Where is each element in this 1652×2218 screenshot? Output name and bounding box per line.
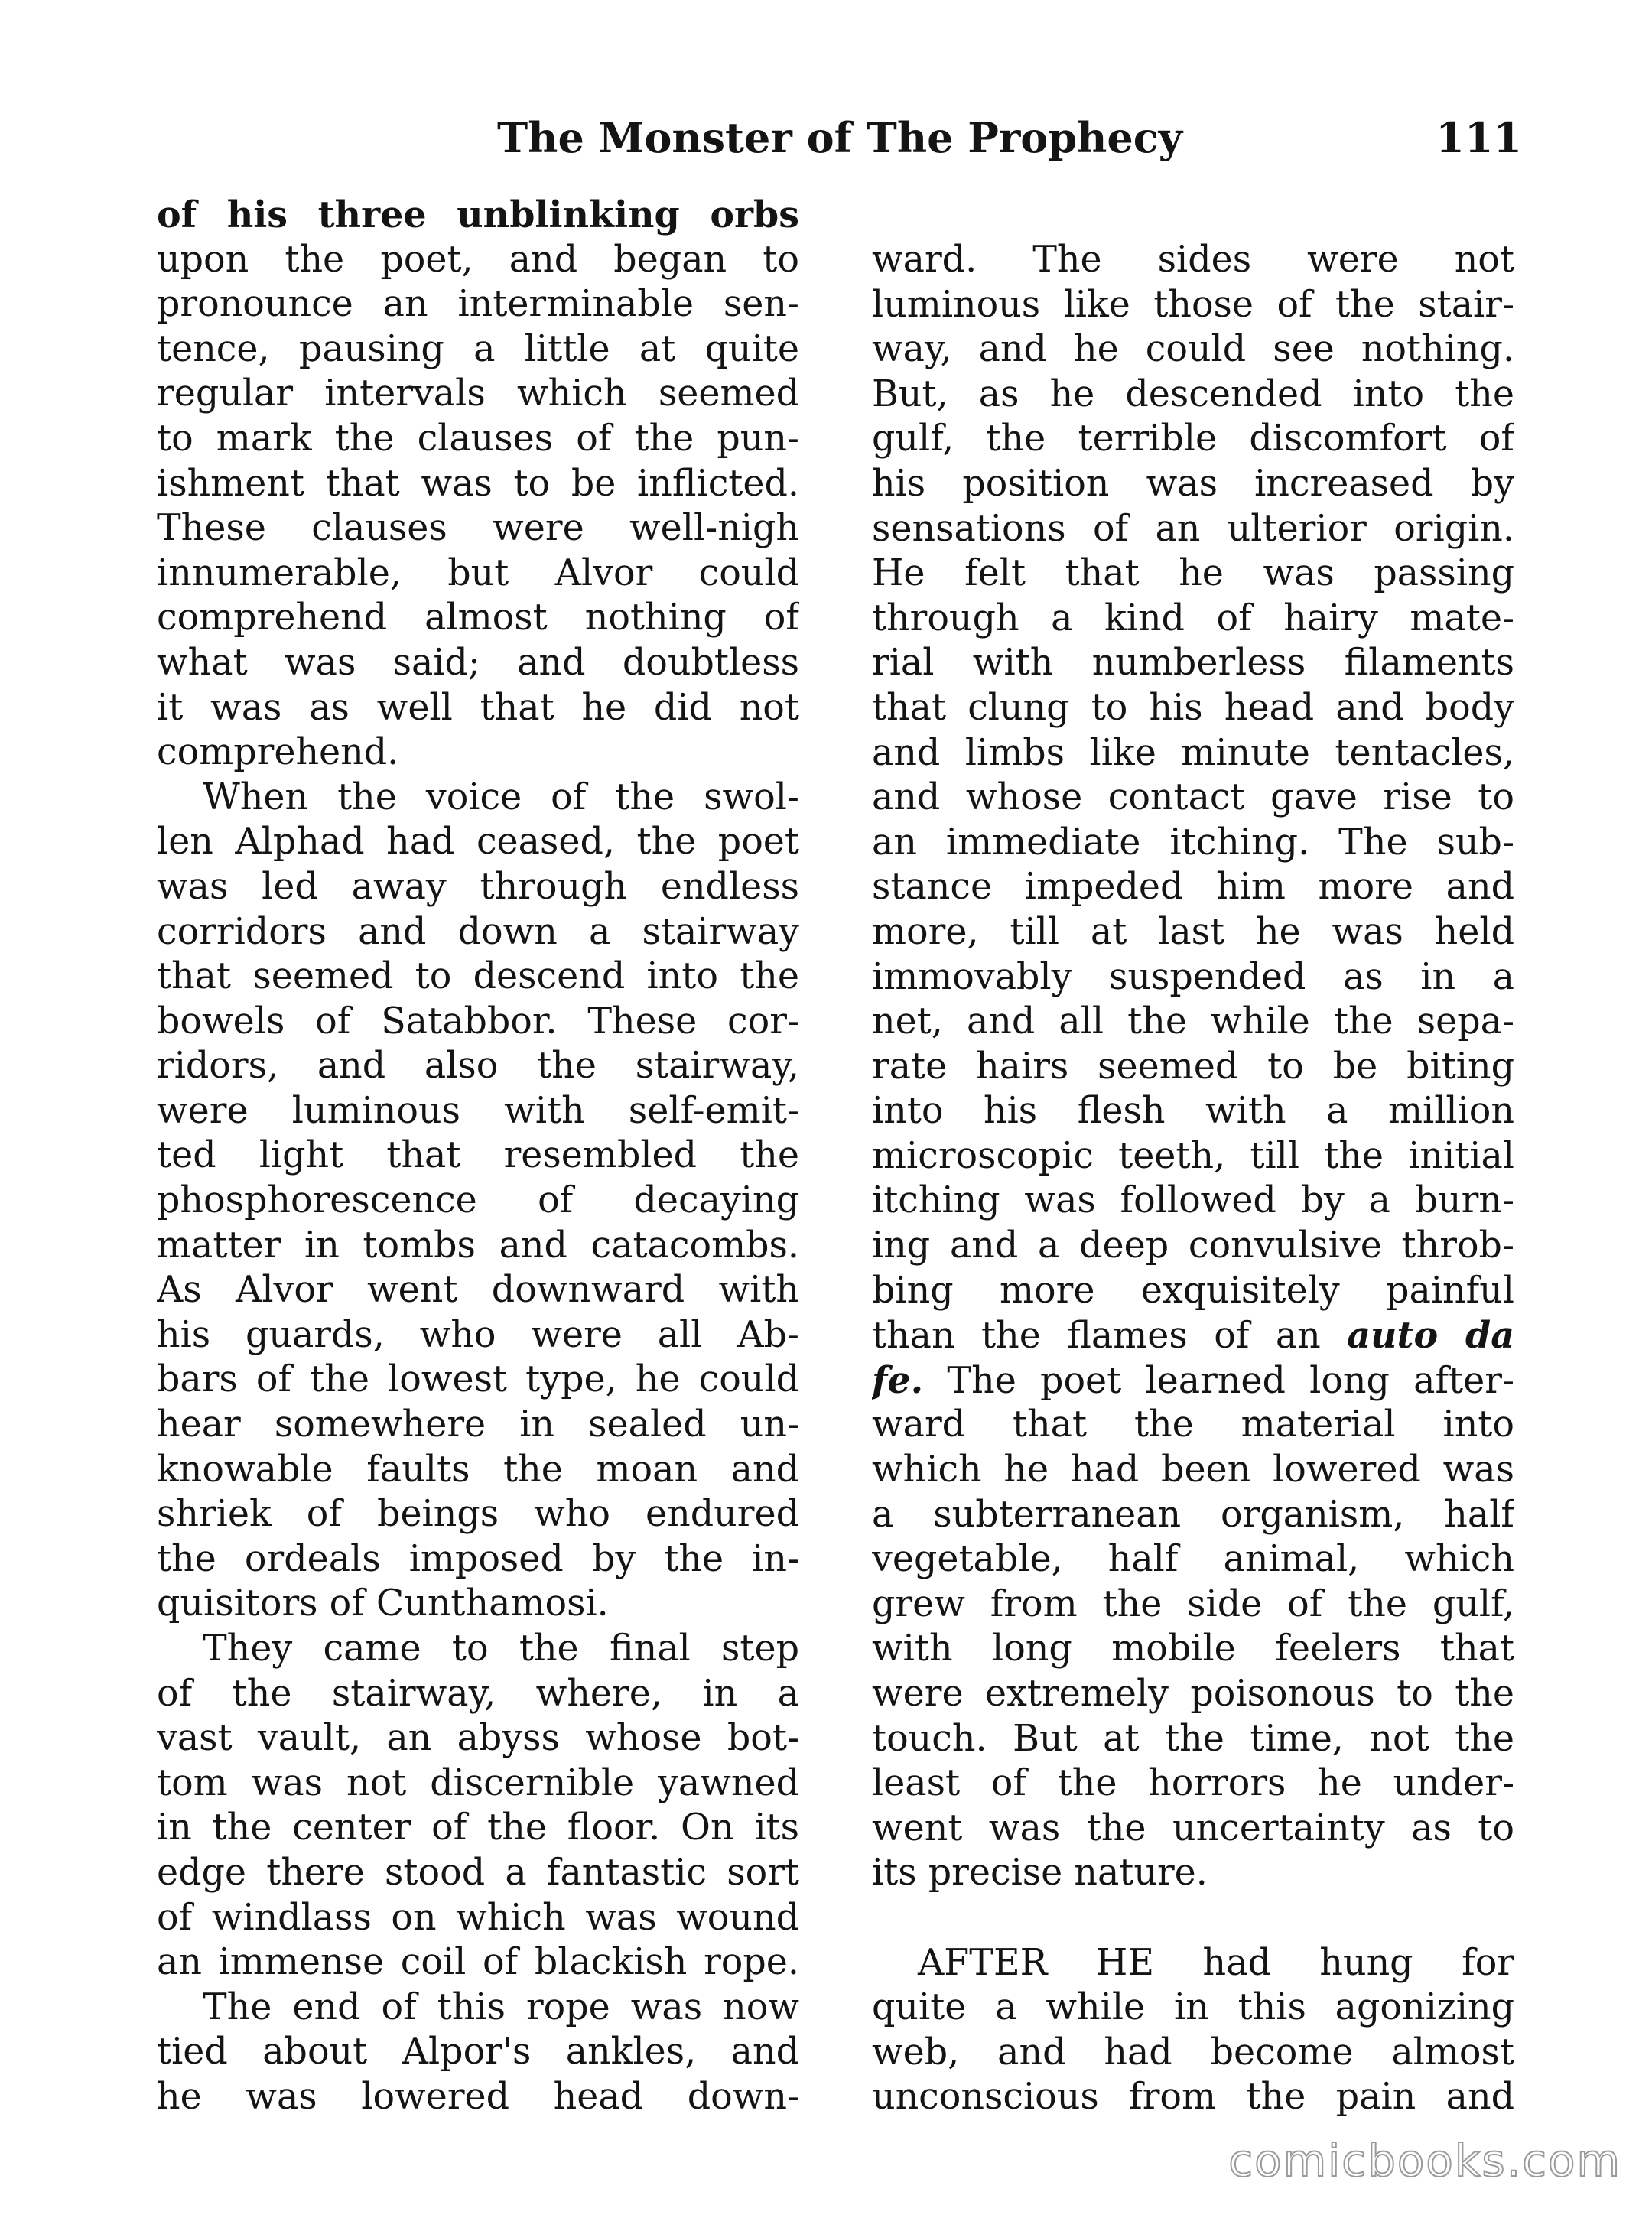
text-line: As Alvor went downward with: [157, 1269, 799, 1312]
text-line: gulf, the terrible discomfort of: [872, 418, 1514, 460]
text-line: were extremely poisonous to the: [872, 1673, 1514, 1715]
italic-phrase: auto da: [1347, 1314, 1514, 1358]
text-line: web, and had become almost: [872, 2031, 1514, 2073]
text-line: quisitors of Cunthamosi.: [157, 1582, 609, 1625]
text-line: ishment that was to be inflicted.: [157, 462, 799, 505]
text-line: innumerable, but Alvor could: [157, 551, 799, 594]
text-line: which he had been lowered was: [872, 1449, 1514, 1491]
text-line: of his three unblinking orbs: [157, 194, 799, 236]
text-line: were luminous with self-emit-: [157, 1089, 799, 1132]
text-line: quite a while in this agonizing: [872, 1986, 1514, 2029]
text-line: was led away through endless: [157, 865, 799, 908]
text-line: ridors, and also the stairway,: [157, 1045, 799, 1088]
text-line: The end of this rope was now: [203, 1985, 799, 2028]
text-line: that clung to his head and body: [872, 686, 1514, 729]
text-line: what was said; and doubtless: [157, 641, 799, 684]
text-line: least of the horrors he under-: [872, 1762, 1514, 1805]
text-line: upon the poet, and began to: [157, 238, 799, 281]
text-line: and limbs like minute tentacles,: [872, 731, 1514, 774]
text-line: of the stairway, where, in a: [157, 1672, 799, 1715]
text-line: with long mobile feelers that: [872, 1628, 1514, 1670]
text-line: way, and he could see nothing.: [872, 328, 1514, 371]
text-line: that seemed to descend into the: [157, 955, 799, 998]
text-line: of windlass on which was wound: [157, 1896, 799, 1939]
text-line: edge there stood a fantastic sort: [157, 1851, 799, 1894]
text-line: vast vault, an abyss whose bot-: [157, 1717, 799, 1760]
text-line: [872, 1313, 1514, 1358]
text-line: knowable faults the moan and: [157, 1448, 799, 1491]
text-line: ward that the material into: [872, 1403, 1514, 1446]
text-line: went was the uncertainty as to: [872, 1807, 1514, 1849]
text-line: When the voice of the swol-: [203, 776, 799, 818]
left-column: [157, 193, 799, 2120]
text-line: the ordeals imposed by the in-: [157, 1537, 799, 1580]
text-line: shriek of beings who endured: [157, 1493, 799, 1536]
text-line: ing and a deep convulsive throb-: [872, 1224, 1514, 1267]
text-line: and whose contact gave rise to: [872, 776, 1514, 819]
text-line: into his flesh with a million: [872, 1090, 1514, 1133]
text-line: These clauses were well-nigh: [157, 507, 799, 550]
text-line: he was lowered head down-: [157, 2075, 799, 2118]
text-line: They came to the final step: [203, 1628, 799, 1670]
text-line: [872, 1358, 1514, 1403]
text-line: comprehend almost nothing of: [157, 597, 799, 639]
text-line: unconscious from the pain and: [872, 2076, 1514, 2119]
text-line: rate hairs seemed to be biting: [872, 1045, 1514, 1088]
text-line: more, till at last he was held: [872, 910, 1514, 953]
text-line: net, and all the while the sepa-: [872, 1000, 1514, 1043]
text-line: in the center of the floor. On its: [157, 1807, 799, 1849]
section-start-line: AFTER HE had hung for: [918, 1941, 1514, 1984]
text-line: bowels of Satabbor. These cor-: [157, 1000, 799, 1042]
text-line: ted light that resembled the: [157, 1134, 799, 1177]
text-line: his position was increased by: [872, 462, 1514, 505]
text-line: microscopic teeth, till the initial: [872, 1134, 1514, 1177]
text-line: vegetable, half animal, which: [872, 1538, 1514, 1581]
text-line: bing more exquisitely painful: [872, 1269, 1514, 1312]
text-line: rial with numberless filaments: [872, 642, 1514, 685]
text-line: itching was followed by a burn-: [872, 1179, 1514, 1222]
text-segment: than the flames of an: [872, 1315, 1321, 1358]
text-line: through a kind of hairy mate-: [872, 597, 1514, 639]
text-line: it was as well that he did not: [157, 686, 799, 729]
text-line: immovably suspended as in a: [872, 955, 1514, 998]
text-line: sensations of an ulterior origin.: [872, 507, 1514, 550]
text-line: He felt that he was passing: [872, 552, 1514, 595]
right-column: [872, 238, 1514, 2120]
text-line: ward. The sides were not: [872, 239, 1514, 281]
text-line: an immense coil of blackish rope.: [157, 1941, 799, 1984]
text-segment: The poet learned long after-: [923, 1359, 1514, 1402]
text-line: phosphorescence of decaying: [157, 1179, 799, 1222]
text-line: matter in tombs and catacombs.: [157, 1224, 799, 1267]
text-line: stance impeded him more and: [872, 866, 1514, 909]
text-line: his guards, who were all Ab-: [157, 1313, 799, 1356]
text-line: grew from the side of the gulf,: [872, 1582, 1514, 1625]
text-line: bars of the lowest type, he could: [157, 1358, 799, 1401]
text-line: touch. But at the time, not the: [872, 1717, 1514, 1760]
text-line: hear somewhere in sealed un-: [157, 1403, 799, 1446]
text-line: len Alphad had ceased, the poet: [157, 821, 799, 863]
text-line: regular intervals which seemed: [157, 372, 799, 415]
text-line: tom was not discernible yawned: [157, 1761, 799, 1804]
text-line: corridors and down a stairway: [157, 910, 799, 953]
text-line: But, as he descended into the: [872, 372, 1514, 415]
text-line: to mark the clauses of the pun-: [157, 417, 799, 460]
text-line: luminous like those of the stair-: [872, 283, 1514, 326]
text-line: tence, pausing a little at quite: [157, 327, 799, 370]
page-header: [153, 107, 1522, 168]
watermark: comicbooks.com: [1228, 2135, 1621, 2187]
page-number: 111: [1436, 113, 1522, 162]
text-line: a subterranean organism, half: [872, 1493, 1514, 1536]
italic-phrase: fe.: [872, 1358, 924, 1402]
text-line: tied about Alpor's ankles, and: [157, 2031, 799, 2073]
running-title: The Monster of The Prophecy: [497, 113, 1182, 162]
text-line: an immediate itching. The sub-: [872, 821, 1514, 863]
text-line: pronounce an interminable sen-: [157, 283, 799, 326]
text-line: its precise nature.: [872, 1852, 1208, 1894]
text-line: comprehend.: [157, 731, 399, 774]
